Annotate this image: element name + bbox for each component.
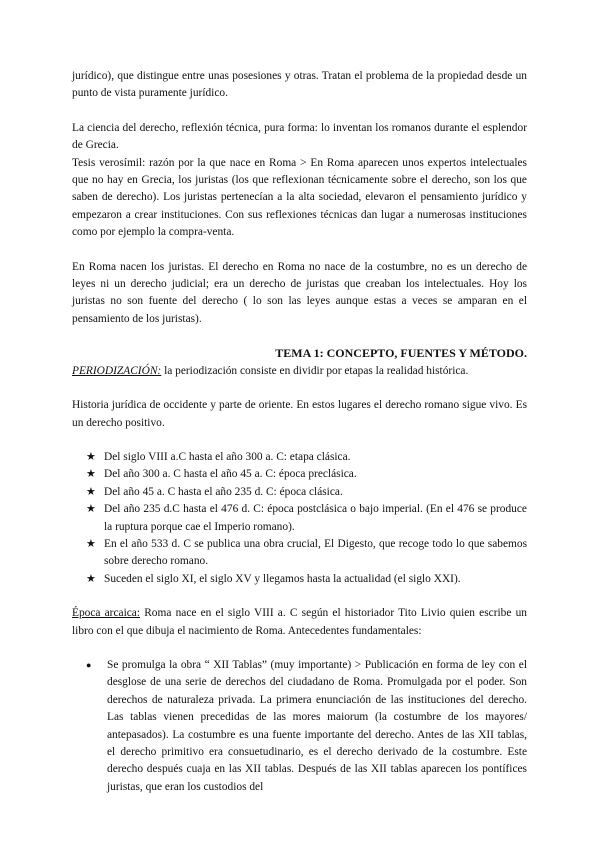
star-bullet-icon: ★ [86,537,96,550]
list-item: ★ Del año 235 d.C hasta el 476 d. C: época postclásica o bajo imperial. (En el 476 se produce la ruptura porque cae el Imperio romano). [86,503,527,533]
periodizacion-label: PERIODIZACIÓN: [72,364,162,377]
arcaica-label: Época arcaica: [72,607,141,620]
list-item: ★ En el año 533 d. C se publica una obra crucial, El Digesto, que recoge todo lo que sabemos sobre derecho romano. [86,537,527,568]
dot-bullet-icon: ● [86,659,92,670]
paragraph-tesis: Tesis verosímil: razón por la que nace en Roma > En Roma aparecen unos expertos intelectuales que no hay en Grecia, los juristas (los que reflexionan técnicamente sobre el derecho, son los que saben de derecho). Los juristas pertenecían a la alta sociedad, elevaron el pensamiento jurídico y empezaron a crear instituciones. Con sus reflexiones técnicas dan lugar a numerosas instituciones como por ejemplo la compra-venta. [72,156,527,239]
arcaica-paragraph [72,605,527,640]
star-bullet-icon: ★ [86,485,96,498]
list-item: ★ Suceden el siglo XI, el siglo XV y llegamos hasta la actualidad (el siglo XXI). [80,571,527,588]
periodizacion-text: la periodización consiste en dividir por etapas la realidad histórica. [161,364,469,377]
paragraph-propiedad: jurídico), que distingue entre unas posesiones y otras. Tratan el problema de la propiedad desde un punto de vista puramente jurídico. [72,70,527,100]
document-body [72,68,527,796]
periods-list [72,449,527,588]
paragraph-juristas: En Roma nacen los juristas. El derecho en Roma no nace de la costumbre, no es un derecho de leyes ni un derecho judicial; era un derecho de juristas que creaban los intelectuales. Hoy los juristas no son fuente del derecho ( lo son las leyes aunque estas a veces se amparan en el pensamiento de los juristas). [72,260,527,325]
list-item: ★ Del año 300 a. C hasta el año 45 a. C: época preclásica. [80,466,527,483]
antecedentes-list [72,657,527,796]
list-item: ★ Del año 45 a. C hasta el año 235 d. C: época clásica. [80,484,527,501]
star-bullet-icon: ★ [86,503,96,516]
star-bullet-icon: ★ [86,450,96,463]
paragraph-ciencia-derecho: La ciencia del derecho, reflexión técnica, pura forma: lo inventan los romanos durante el esplendor de Grecia. [72,121,527,152]
paragraph-historia: Historia jurídica de occidente y parte de oriente. En estos lugares el derecho romano sigue vivo. Es un derecho positivo. [72,399,527,429]
star-bullet-icon: ★ [86,572,96,585]
arcaica-text: Roma nace en el siglo VIII a. C según el historiador Tito Livio quien escribe un libro con el que dibuja el nacimiento de Roma. Antecedentes fundamentales: [72,607,527,637]
list-item: ★ Del siglo VIII a.C hasta el año 300 a. C: etapa clásica. [80,449,527,466]
section-heading: TEMA 1: CONCEPTO, FUENTES Y MÉTODO. [275,346,527,361]
list-item: ● Se promulga la obra “ XII Tablas” (muy importante) > Publicación en forma de ley con el desglose de una serie de derechos del ciudadano de Roma. Promulgada por el poder. Son derechos de naturaleza privada. La primera enunciación de las instituciones del derecho. Las tablas vienen precedidas de las mores maiorum (la costumbre de los mayores/ antepasados). La costumbre es una fuente importante del derecho. Antes de las XII tablas, el derecho primitivo era consuetudinario, es el derecho derivado de la costumbre. Este derecho después cuaja en las XII tablas. Después de las XII tablas aparecen los pontífices juristas, que eran los custodios del [86,658,527,793]
star-bullet-icon: ★ [86,468,96,481]
periodizacion-paragraph [72,363,527,380]
